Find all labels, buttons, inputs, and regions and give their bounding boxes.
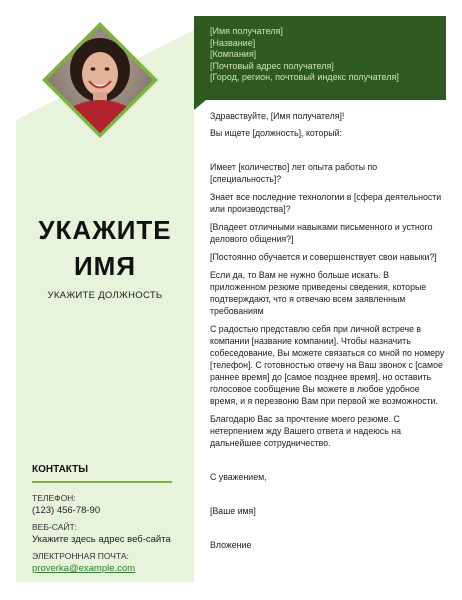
recipient-address: [Почтовый адрес получателя] (210, 60, 334, 71)
letter-paragraph-6: Если да, то Вам не нужно больше искать. В приложенном резюме приведены сведения, которые подтверждают, что я отвечаю всем заявленным требованиям (210, 270, 427, 316)
website-value: Укажите здесь адрес веб-сайта (32, 534, 171, 545)
phone-label: ТЕЛЕФОН: (32, 493, 76, 503)
website-label: ВЕБ-САЙТ: (32, 522, 78, 532)
name-line-1: УКАЖИТЕ (38, 215, 172, 245)
letter-paragraph-4: [Владеет отличными навыками письменного и устного делового общения?] (210, 222, 433, 244)
recipient-name: [Имя получателя] (210, 26, 283, 36)
letter-paragraph-8: Благодарю Вас за прочтение моего резюме. С нетерпением жду Вашего ответа и надеюсь на дальнейшее сотрудничество. (210, 414, 401, 448)
recipient-title: [Название] (210, 37, 256, 48)
email-link[interactable]: proverka@example.com (32, 563, 136, 574)
letter-paragraph-7: С радостью представлю себя при личной встрече в компании [название компании]. Чтобы назначить собеседование, Вы можете связаться со мной по номеру [телефон]. С готовностью отвечу на Ваш звонок с [самое раннее время] до [самое позднее время], но оставить голосовое сообщение Вы можете в любое удобное время, и я перезвоню Вам при первой же возможности. (210, 324, 445, 406)
letter-paragraph-1: Вы ищете [должность], который: (210, 128, 342, 138)
email-label: ЭЛЕКТРОННАЯ ПОЧТА: (32, 551, 129, 561)
recipient-header (194, 16, 446, 100)
letter-enclosure: Вложение (210, 540, 252, 550)
name-block (16, 212, 194, 284)
letter-paragraph-2: Имеет [количество] лет опыта работы по [специальность]? (210, 162, 378, 184)
phone-value: (123) 456-78-90 (32, 505, 101, 516)
letter-paragraph-5: [Постоянно обучается и совершенствует свои навыки?] (210, 252, 437, 262)
contacts-title: КОНТАКТЫ (32, 464, 172, 483)
name-line-2: ИМЯ (73, 251, 137, 281)
letter-paragraph-3: Знает все последние технологии в [сфера деятельности или производства]? (210, 192, 442, 214)
contacts-section (32, 464, 172, 580)
profile-photo (42, 22, 158, 138)
letter-body (210, 110, 446, 551)
letter-closing: С уважением, (210, 472, 267, 482)
recipient-company: [Компания] (210, 49, 257, 59)
letter-greeting: Здравствуйте, [Имя получателя]! (210, 111, 345, 121)
letter-signature: [Ваше имя] (210, 506, 256, 516)
recipient-city: [Город, регион, почтовый индекс получателя] (210, 72, 399, 82)
job-title: УКАЖИТЕ ДОЛЖНОСТЬ (47, 290, 163, 301)
header-fold-triangle (194, 100, 206, 110)
